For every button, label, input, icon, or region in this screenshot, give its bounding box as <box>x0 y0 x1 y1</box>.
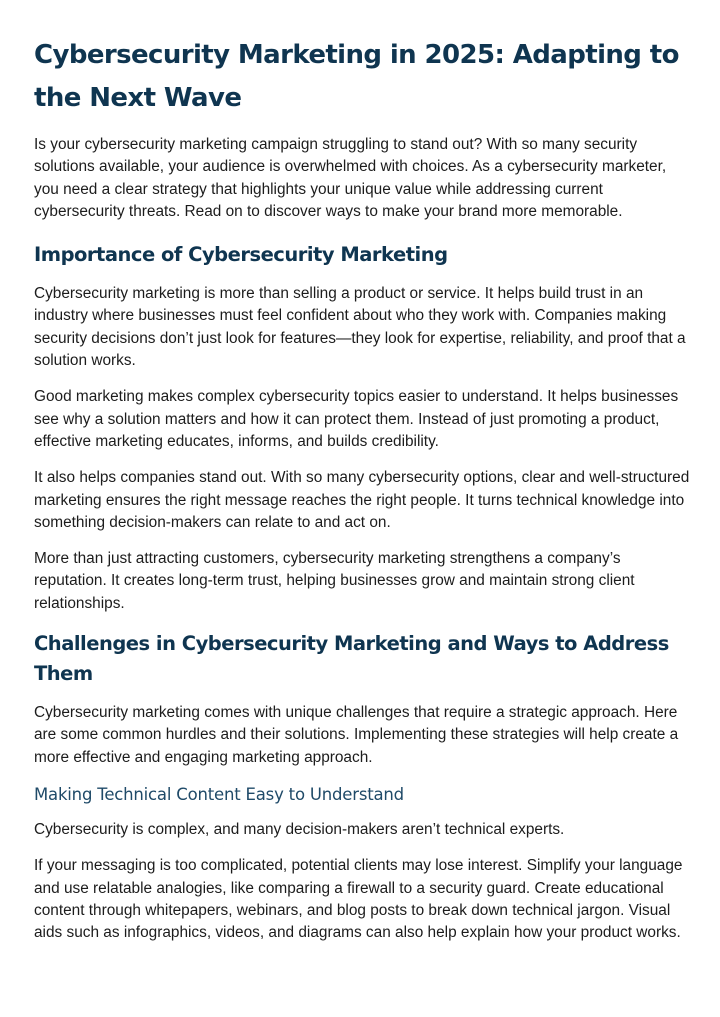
paragraph: It also helps companies stand out. With so many cybersecurity options, clear and well-structured marketing ensures the right message reaches the right people. It turns technical knowledge into something decision-makers can relate to and act on. <box>34 469 690 531</box>
section-importance <box>34 240 690 615</box>
intro-paragraph: Is your cybersecurity marketing campaign struggling to stand out? With so many security solutions available, your audience is overwhelmed with choices. As a cybersecurity marketer, you need a clear strategy that highlights your unique value while addressing current cybersecurity threats. Read on to discover ways to make your brand more memorable. <box>34 136 667 220</box>
section-challenges <box>34 629 690 944</box>
section-heading: Challenges in Cybersecurity Marketing and Ways to Address Them <box>34 632 669 686</box>
paragraph: More than just attracting customers, cybersecurity marketing strengthens a company’s reputation. It creates long-term trust, helping businesses grow and maintain strong client relationships. <box>34 550 635 612</box>
paragraph: Good marketing makes complex cybersecurity topics easier to understand. It helps businesses see why a solution matters and how it can protect them. Instead of just promoting a product, effective marketing educates, informs, and builds credibility. <box>34 388 679 450</box>
section-heading: Importance of Cybersecurity Marketing <box>34 243 448 267</box>
subsection-heading: Making Technical Content Easy to Understand <box>34 784 404 804</box>
article <box>34 34 690 958</box>
paragraph: If your messaging is too complicated, potential clients may lose interest. Simplify your language and use relatable analogies, like comparing a firewall to a security guard. Create educational content through whitepapers, webinars, and blog posts to break down technical jargon. Visual aids such as infographics, videos, and diagrams can also help explain how your product works. <box>34 857 683 942</box>
paragraph: Cybersecurity marketing is more than selling a product or service. It helps build trust in an industry where businesses must feel confident about who they work with. Companies making security decisions don’t just look for features—they look for expertise, reliability, and proof that a solution works. <box>34 285 686 370</box>
paragraph: Cybersecurity marketing comes with unique challenges that require a strategic approach. Here are some common hurdles and their solutions. Implementing these strategies will help create a more effective and engaging marketing approach. <box>34 704 679 766</box>
article-title: Cybersecurity Marketing in 2025: Adapting to the Next Wave <box>34 40 679 113</box>
paragraph: Cybersecurity is complex, and many decision-makers aren’t technical experts. <box>34 820 565 838</box>
subsection-technical-content <box>34 783 690 944</box>
